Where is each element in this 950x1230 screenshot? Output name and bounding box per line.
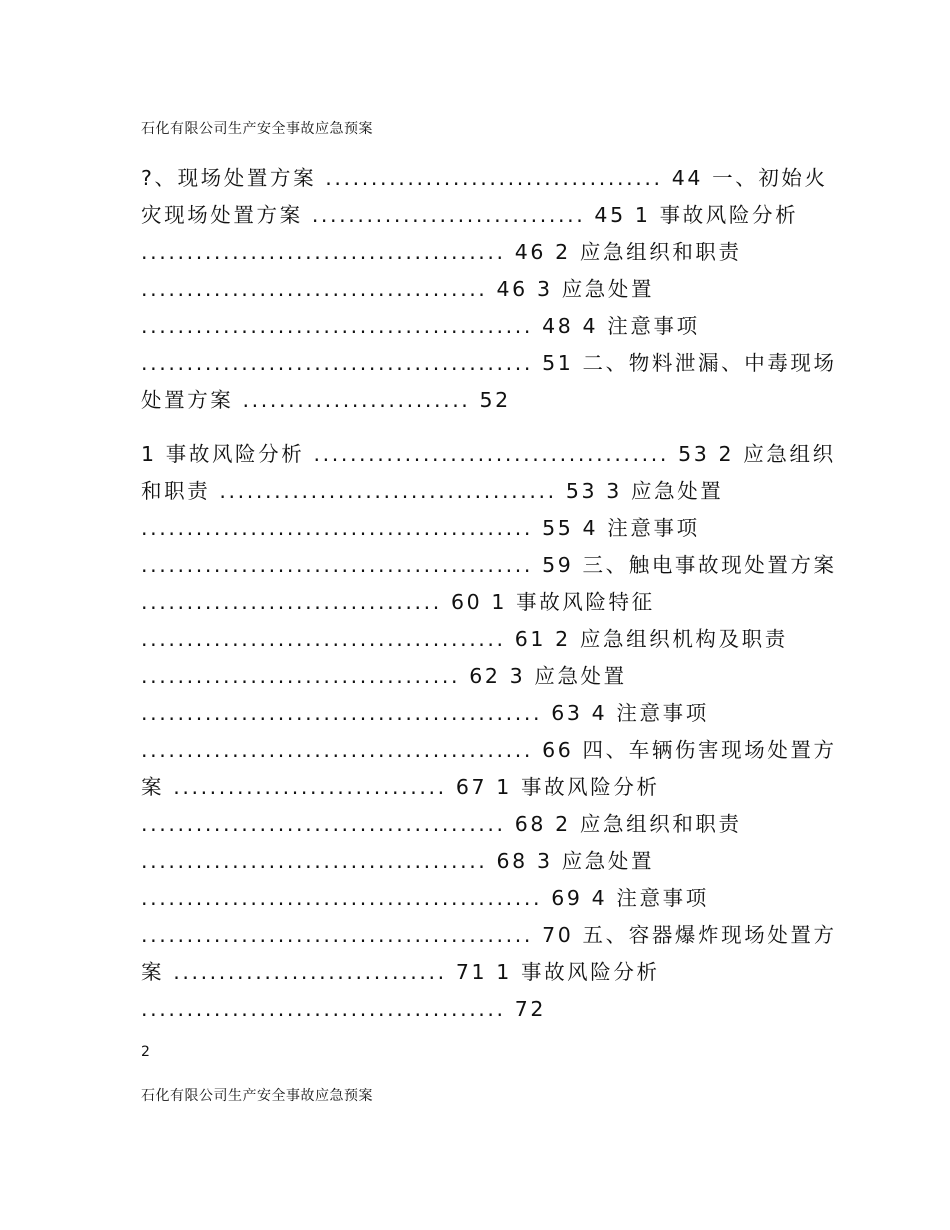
toc-line: ................................... 62 3 应急处置 (141, 664, 627, 688)
toc-line: 和职责 ..................................... 53 3 应急处置 (141, 479, 724, 503)
page-header: 石化有限公司生产安全事故应急预案 (141, 121, 373, 137)
toc-line: ........................................... 48 4 注意事项 (141, 314, 700, 338)
toc-line: ........................................ 61 2 应急组织机构及职责 (141, 627, 788, 651)
toc-line: ........................................ 46 2 应急组织和职责 (141, 240, 742, 264)
toc-line: ................................. 60 1 事故风险特征 (141, 590, 655, 614)
toc-line: ........................................ 68 2 应急组织和职责 (141, 812, 742, 836)
toc-line: ........................................... 55 4 注意事项 (141, 516, 700, 540)
toc-line: ........................................... 66 四、车辆伤害现场处置方 (141, 738, 837, 762)
toc-line: ........................................... 51 二、物料泄漏、中毒现场 (141, 351, 837, 375)
toc-line: ?、现场处置方案 ..................................... 44 一、初始火 (141, 166, 828, 190)
toc-line: ........................................... 59 三、触电事故现处置方案 (141, 553, 837, 577)
toc-line: ............................................ 69 4 注意事项 (141, 886, 709, 910)
next-page-header: 石化有限公司生产安全事故应急预案 (141, 1088, 373, 1104)
toc-line: ........................................... 70 五、容器爆炸现场处置方 (141, 923, 837, 947)
toc-line: 1 事故风险分析 ....................................... 53 2 应急组织 (141, 442, 836, 466)
toc-line: 案 .............................. 67 1 事故风险分析 (141, 775, 660, 799)
page-number: 2 (141, 1044, 150, 1060)
toc-line: ...................................... 68 3 应急处置 (141, 849, 655, 873)
toc-line: 灾现场处置方案 .............................. 45 1 事故风险分析 (141, 203, 799, 227)
toc-line: 案 .............................. 71 1 事故风险分析 (141, 960, 660, 984)
toc-line: ...................................... 46 3 应急处置 (141, 277, 655, 301)
toc-line: ............................................ 63 4 注意事项 (141, 701, 709, 725)
toc-line: ........................................ 72 (141, 997, 547, 1021)
toc-line: 处置方案 ......................... 52 (141, 388, 511, 412)
